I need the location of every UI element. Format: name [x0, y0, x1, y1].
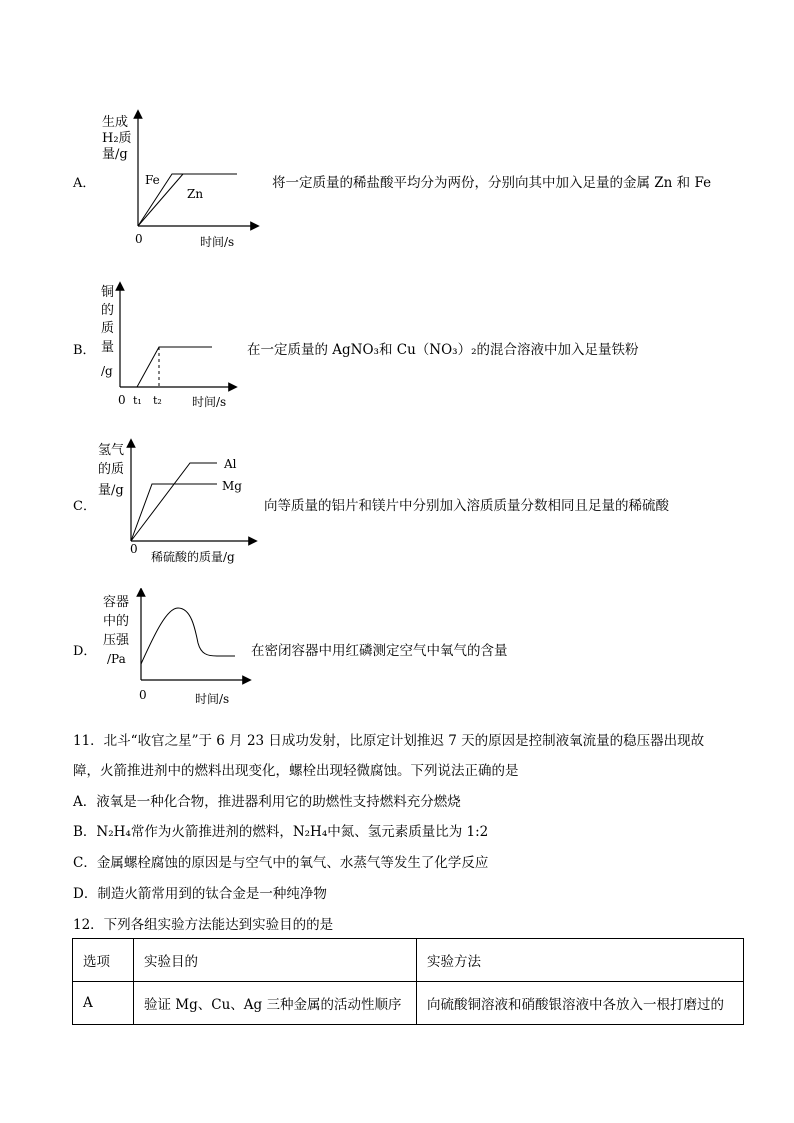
- graph-a-origin: 0: [135, 232, 143, 246]
- graph-b-origin: 0: [118, 393, 126, 407]
- graph-c-origin: 0: [130, 542, 138, 556]
- q11-choice-b: B．N₂H₄常作为火箭推进剂的燃料，N₂H₄中氮、氢元素质量比为 1:2: [73, 824, 489, 840]
- option-a-letter: A．: [73, 176, 96, 191]
- graph-b-ylabel-4: 量: [101, 340, 115, 355]
- table-row: [73, 982, 744, 1025]
- graph-b-ylabel-3: 质: [101, 321, 115, 336]
- option-d-letter: D．: [73, 644, 97, 659]
- table-cell-option: A: [73, 982, 134, 1025]
- option-d-description: 在密闭容器中用红磷测定空气中氧气的含量: [251, 643, 508, 659]
- q12-stem: 12．下列各组实验方法能达到实验目的的是: [73, 917, 334, 933]
- graph-d-ylabel-2: 中的: [103, 614, 130, 629]
- graph-c-ylabel-1: 氢气: [98, 443, 125, 458]
- graph-a-ylabel-1: 生成: [102, 115, 129, 130]
- graph-a-label-zn: Zn: [187, 187, 204, 201]
- graph-c-line-al: [131, 463, 217, 541]
- q11-stem-line-1: 11．北斗“收官之星”于 6 月 23 日成功发射，比原定计划推迟 7 天的原因是控制液氧流量的稳压器出现故: [73, 733, 705, 749]
- graph-b-tick-t1: t₁: [133, 394, 142, 407]
- option-c-description: 向等质量的铝片和镁片中分别加入溶质质量分数相同且足量的稀硫酸: [264, 498, 669, 514]
- table-header-option: 选项: [73, 939, 134, 982]
- graph-c-ylabel-2: 的质: [98, 462, 125, 477]
- graph-b-ylabel-2: 的: [101, 303, 115, 318]
- graph-d-ylabel-4: /Pa: [107, 652, 126, 666]
- graph-d-pressure-curve: [141, 608, 235, 664]
- graph-c-line-mg: [131, 484, 217, 541]
- table-header-purpose: 实验目的: [134, 939, 417, 982]
- graph-c-label-al: Al: [224, 457, 237, 471]
- table-header-row: [73, 939, 744, 982]
- graph-a-xlabel: 时间/s: [200, 235, 235, 249]
- graph-b: [95, 280, 245, 412]
- graph-c-xlabel: 稀硫酸的质量/g: [151, 550, 235, 564]
- q11-choice-d: D．制造火箭常用到的钛合金是一种纯净物: [73, 886, 327, 902]
- graph-a-label-fe: Fe: [145, 173, 160, 187]
- table-cell-method: 向硫酸铜溶液和硝酸银溶液中各放入一根打磨过的: [417, 982, 744, 1025]
- graph-b-ylabel-5: /g: [101, 364, 113, 378]
- graph-d-ylabel-3: 压强: [103, 633, 130, 648]
- graph-d-xlabel: 时间/s: [195, 692, 230, 706]
- option-b-description: 在一定质量的 AgNO₃和 Cu（NO₃）₂的混合溶液中加入足量铁粉: [247, 342, 639, 358]
- graph-a-ylabel-2: H₂质: [102, 131, 132, 146]
- table-cell-purpose: 验证 Mg、Cu、Ag 三种金属的活动性顺序: [134, 982, 417, 1025]
- graph-d-ylabel-1: 容器: [103, 595, 130, 610]
- q11-stem-line-2: 障，火箭推进剂中的燃料出现变化，螺栓出现轻微腐蚀。下列说法正确的是: [73, 763, 519, 779]
- graph-a: [95, 108, 265, 256]
- graph-c-label-mg: Mg: [222, 479, 242, 493]
- graph-b-xlabel: 时间/s: [192, 395, 227, 409]
- q12-table: [72, 938, 744, 1025]
- q11-choice-a: A．液氧是一种化合物，推进器利用它的助燃性支持燃料充分燃烧: [73, 794, 461, 810]
- option-b-letter: B．: [73, 343, 96, 358]
- graph-b-line-copper: [120, 347, 212, 387]
- option-a-description: 将一定质量的稀盐酸平均分为两份，分别向其中加入足量的金属 Zn 和 Fe: [272, 175, 712, 191]
- graph-c-ylabel-3: 量/g: [98, 483, 124, 498]
- graph-d-origin: 0: [139, 688, 147, 702]
- graph-c: [95, 437, 260, 567]
- graph-d: [95, 588, 255, 713]
- table-header-method: 实验方法: [417, 939, 744, 982]
- graph-a-ylabel-3: 量/g: [102, 147, 128, 162]
- graph-b-ylabel-1: 铜: [101, 285, 115, 300]
- graph-b-tick-t2: t₂: [153, 394, 162, 407]
- option-c-letter: C．: [73, 499, 96, 514]
- q11-choice-c: C．金属螺栓腐蚀的原因是与空气中的氧气、水蒸气等发生了化学反应: [73, 855, 489, 871]
